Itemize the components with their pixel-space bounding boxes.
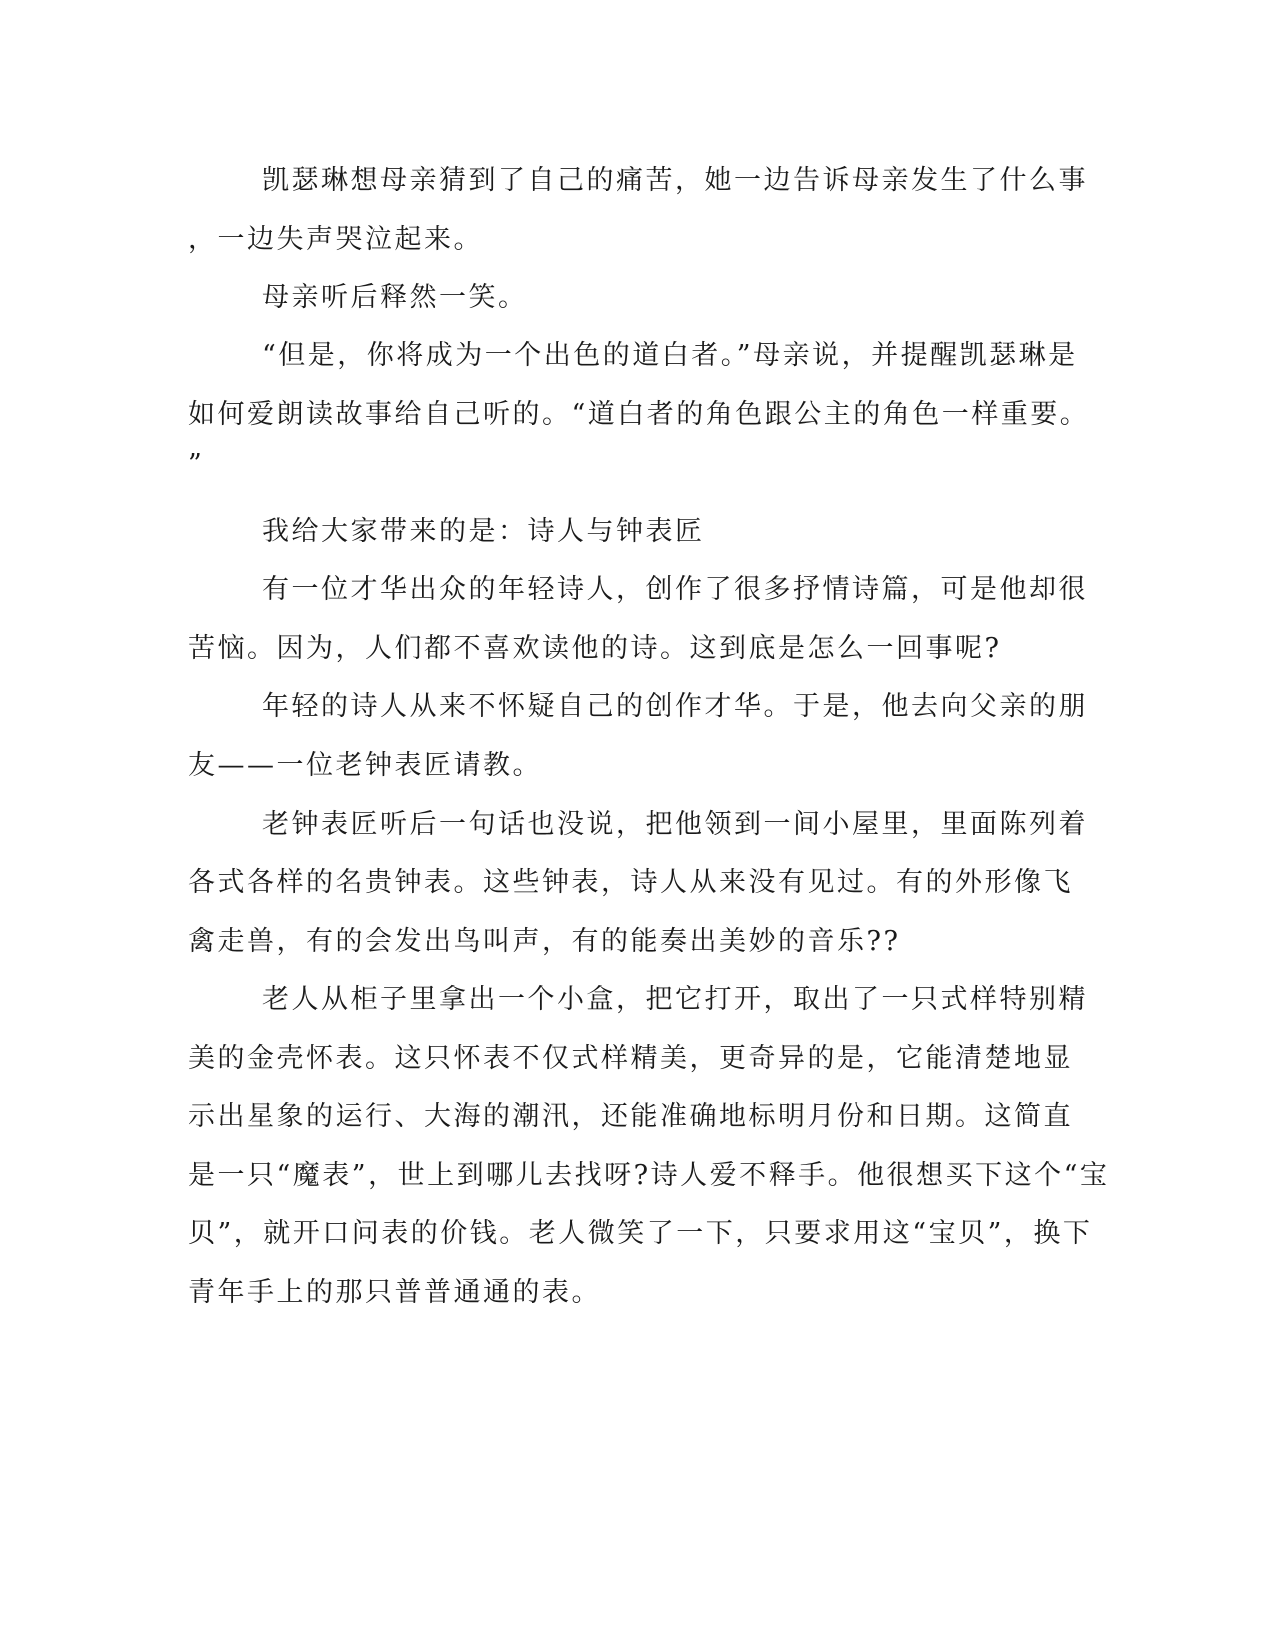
text-line: ” bbox=[188, 449, 205, 480]
text-line: 是一只“魔表”，世上到哪儿去找呀?诗人爱不释手。他很想买下这个“宝 bbox=[188, 1160, 1110, 1191]
text-line: 凯瑟琳想母亲猜到了自己的痛苦，她一边告诉母亲发生了什么事 bbox=[262, 165, 1088, 196]
text-line: 青年手上的那只普普通通的表。 bbox=[188, 1277, 601, 1308]
text-line: 示出星象的运行、大海的潮汛，还能准确地标明月份和日期。这简直 bbox=[188, 1101, 1073, 1132]
text-line: 美的金壳怀表。这只怀表不仅式样精美，更奇异的是，它能清楚地显 bbox=[188, 1043, 1073, 1074]
text-line: 苦恼。因为，人们都不喜欢读他的诗。这到底是怎么一回事呢? bbox=[188, 633, 1002, 664]
text-line: 贝”，就开口问表的价钱。老人微笑了一下，只要求用这“宝贝”，换下 bbox=[188, 1218, 1093, 1249]
text-line: 我给大家带来的是：诗人与钟表匠 bbox=[262, 516, 705, 547]
text-line: 年轻的诗人从来不怀疑自己的创作才华。于是，他去向父亲的朋 bbox=[262, 691, 1088, 722]
text-line: 母亲听后释然一笑。 bbox=[262, 282, 528, 313]
text-line: 老人从柜子里拿出一个小盒，把它打开，取出了一只式样特别精 bbox=[262, 984, 1088, 1015]
text-line: 友——一位老钟表匠请教。 bbox=[188, 750, 542, 781]
text-line: ，一边失声哭泣起来。 bbox=[188, 224, 483, 255]
text-line: 各式各样的名贵钟表。这些钟表，诗人从来没有见过。有的外形像飞 bbox=[188, 867, 1073, 898]
text-line: “但是，你将成为一个出色的道白者。”母亲说，并提醒凯瑟琳是 bbox=[262, 340, 1078, 371]
text-line: 有一位才华出众的年轻诗人，创作了很多抒情诗篇，可是他却很 bbox=[262, 574, 1088, 605]
text-line: 如何爱朗读故事给自己听的。“道白者的角色跟公主的角色一样重要。 bbox=[188, 399, 1090, 430]
text-line: 老钟表匠听后一句话也没说，把他领到一间小屋里，里面陈列着 bbox=[262, 809, 1088, 840]
text-line: 禽走兽，有的会发出鸟叫声，有的能奏出美妙的音乐?? bbox=[188, 926, 901, 957]
